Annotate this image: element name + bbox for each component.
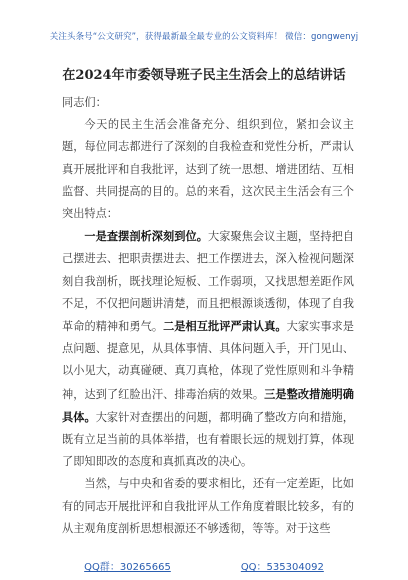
footer-contact <box>0 558 408 573</box>
point1-title: 一是查摆剖析深刻到位。 <box>84 229 208 244</box>
closing-paragraph: 当然，与中央和省委的要求相比，还有一定差距，比如有的同志开展批评和自我批评从工作角度着眼比较多，有的从主观角度剖析思想根源还不够透彻，等等。对于这些 <box>62 477 354 535</box>
point3-title: 三是整改措施明确具体。 <box>62 386 354 424</box>
point2-title: 二是相互批评严肃认真。 <box>163 319 287 334</box>
footer-qq-number: QQ：535304092 <box>240 562 324 573</box>
footer-qq-group: QQ群：30265665 <box>84 562 171 573</box>
header-promo-note: 关注头条号“公文研究”，获得最新最全最专业的公文资料库！ 微信：gongwenyj <box>49 32 359 42</box>
salutation: 同志们： <box>62 96 107 109</box>
point3-text: 大家针对查摆出的问题，都明确了整改方向和措施，既有立足当前的具体举措，也有着眼长远的规划打算，体现了即知即改的态度和真抓真改的决心。 <box>62 410 354 469</box>
points-paragraph <box>62 225 354 473</box>
point2-text: 大家实事求是点问题、提意见，从具体事情、具体问题入手，开门见山、以小见大，动真碰硬、真刀真枪，体现了党性原则和斗争精神，达到了红脸出汗、排毒治病的效果。 <box>62 320 354 401</box>
point1-text: 大家聚焦会议主题，坚持把自己摆进去、把职责摆进去、把工作摆进去，深入检视问题深刻自我剖析，既找理论短板、工作弱项，又找思想差距作风不足，不仅把问题讲清楚，而且把根源谈透彻，体现了自我革命的精神和勇气。 <box>62 230 354 334</box>
document-title: 在2024年市委领导班子民主生活会上的总结讲话 <box>62 68 346 83</box>
intro-paragraph: 今天的民主生活会准备充分、组织到位，紧扣会议主题，每位同志都进行了深刻的自我检查和党性分析，严肃认真开展批评和自我批评，达到了统一思想、增进团结、互相监督、共同提高的目的。总的来看，这次民主生活会有三个突出特点： <box>62 118 354 221</box>
document-body <box>62 92 354 540</box>
